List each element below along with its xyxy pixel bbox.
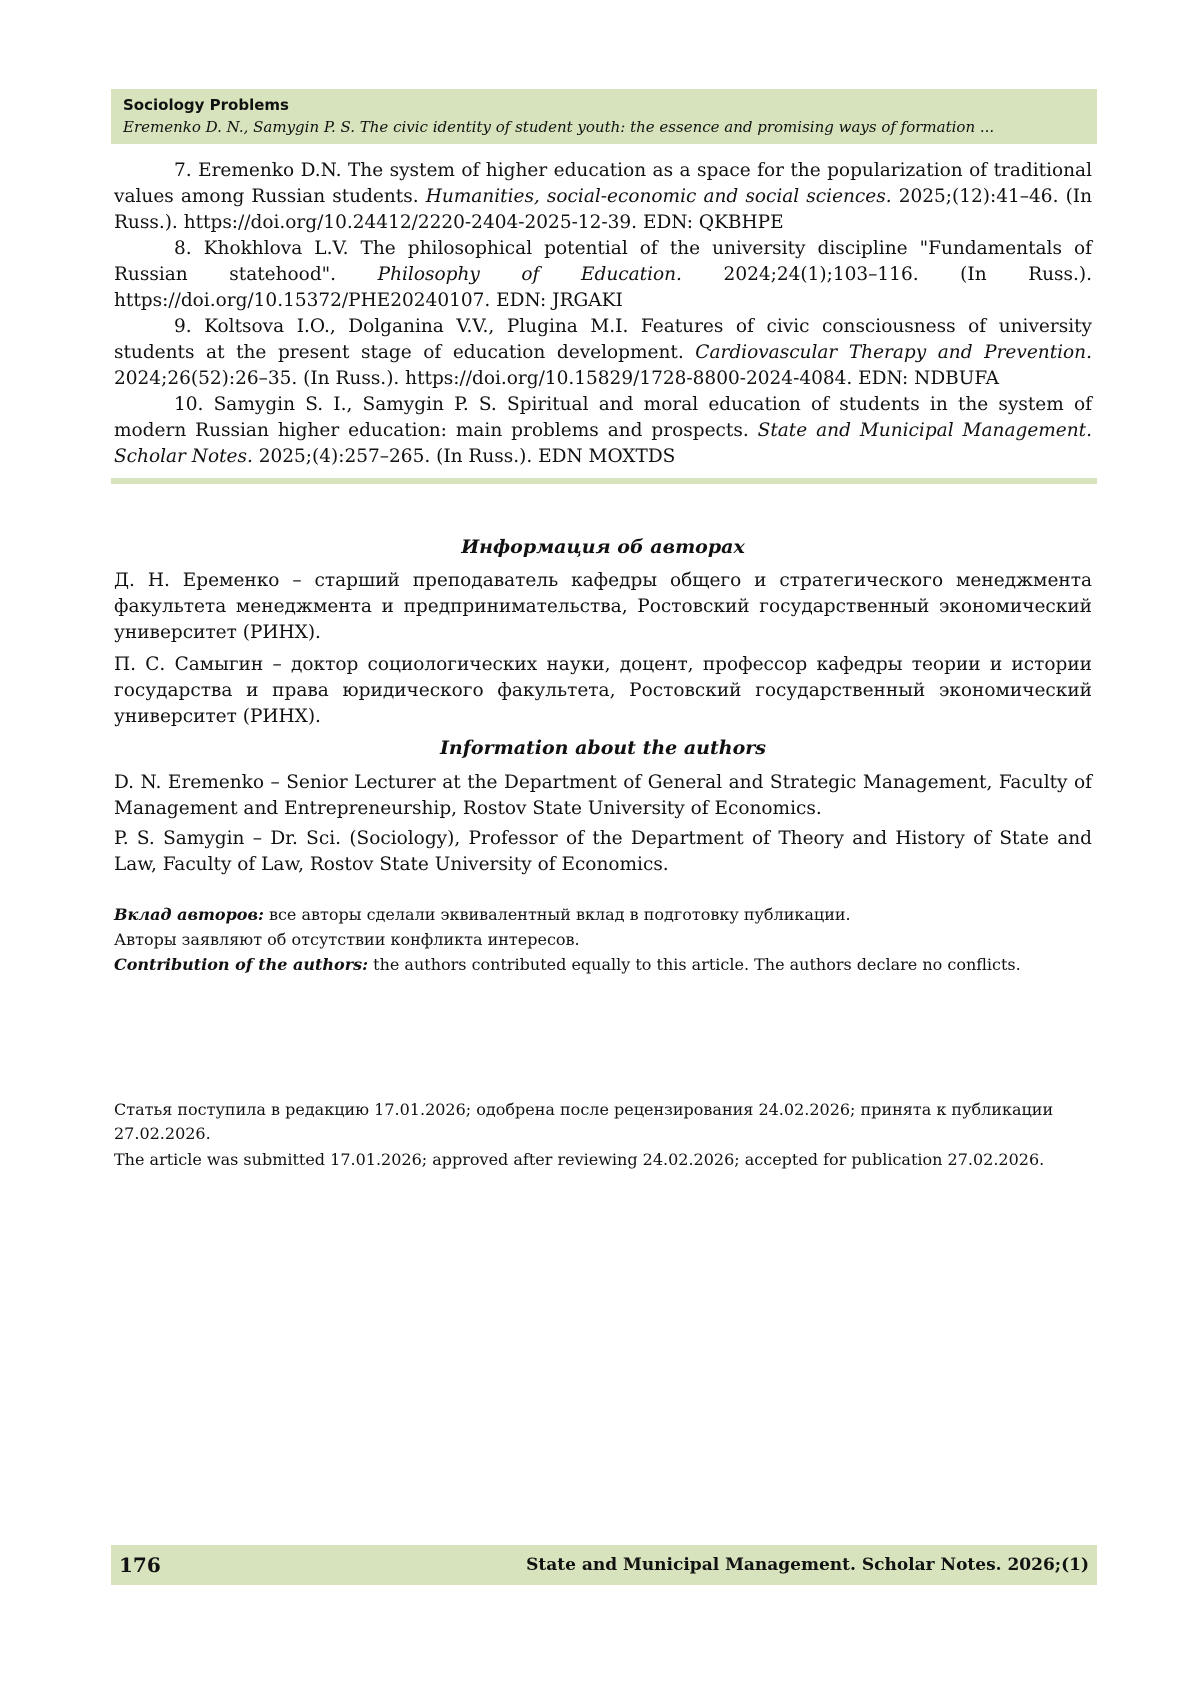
- authors-ru-title: Информация об авторах: [461, 536, 745, 558]
- author-en-1: D. N. Eremenko – Senior Lecturer at the Department of General and Strategic Management, Faculty of Management and Entrepreneurship, Rostov State University of Economics.: [114, 772, 1092, 819]
- footer-journal-title: State and Municipal Management. Scholar Notes. 2026;(1): [526, 1555, 1089, 1575]
- dates-ru: Статья поступила в редакцию 17.01.2026; одобрена после рецензирования 24.02.2026; принята к публикации 27.02.2026.: [114, 1100, 1054, 1143]
- contribution-ru-label: Вклад авторов:: [114, 905, 264, 924]
- dates-en: The article was submitted 17.01.2026; approved after reviewing 24.02.2026; accepted for publication 27.02.2026.: [114, 1150, 1045, 1169]
- authors-en-title: Information about the authors: [440, 737, 766, 759]
- running-title: Eremenko D. N., Samygin P. S. The civic identity of student youth: the essence and promising ways of formation ...: [123, 118, 995, 136]
- reference-list: [114, 158, 1092, 470]
- author-ru-2: П. С. Самыгин – доктор социологических науки, доцент, профессор кафедры теории и истории государства и права юридического факультета, Ростовский государственный экономический университет (РИНХ).: [114, 654, 1092, 727]
- reference-item: 7. Eremenko D.N. The system of higher education as a space for the popularization of traditional values among Russian students. Humanities, social-economic and social sciences. 2025;(12):41–46. (In Russ.). https://doi.org/10.24412/2220-2404-2025-12-39. EDN: QKBHPE: [114, 160, 1093, 233]
- journal-section-title: Sociology Problems: [123, 96, 289, 114]
- author-en-2: P. S. Samygin – Dr. Sci. (Sociology), Professor of the Department of Theory and History of State and Law, Faculty of Law, Rostov State University of Economics.: [114, 828, 1092, 875]
- reference-item: 8. Khokhlova L.V. The philosophical potential of the university discipline "Fundamentals of Russian statehood". Philosophy of Education. 2024;24(1);103–116. (In Russ.). https://doi.org/10.15372/PHE20240107. EDN: JRGAKI: [114, 238, 1093, 311]
- running-header: [111, 89, 1097, 144]
- section-divider: [111, 478, 1097, 484]
- contribution-ru: Вклад авторов: все авторы сделали эквивалентный вклад в подготовку публикации.: [114, 905, 851, 924]
- contribution-en: Contribution of the authors: the authors contributed equally to this article. The authors declare no conflicts.: [114, 955, 1021, 974]
- reference-item: 9. Koltsova I.O., Dolganina V.V., Plugina M.I. Features of civic consciousness of university students at the present stage of education development. Cardiovascular Therapy and Prevention. 2024;26(52):26–35. (In Russ.). https://doi.org/10.15829/1728-8800-2024-4084. EDN: NDBUFA: [114, 316, 1092, 389]
- contribution-en-label: Contribution of the authors:: [114, 955, 369, 974]
- page-number: 176: [119, 1553, 161, 1577]
- conflict-ru: Авторы заявляют об отсутствии конфликта интересов.: [114, 930, 580, 949]
- reference-item: 10. Samygin S. I., Samygin P. S. Spiritual and moral education of students in the system of modern Russian higher education: main problems and prospects. State and Municipal Management. Scholar Notes. 2025;(4):257–265. (In Russ.). EDN MOXTDS: [114, 394, 1092, 467]
- page-footer: [111, 1545, 1097, 1585]
- author-ru-1: Д. Н. Еременко – старший преподаватель кафедры общего и стратегического менеджмента факультета менеджмента и предпринимательства, Ростовский государственный экономический университет (РИНХ).: [114, 570, 1092, 643]
